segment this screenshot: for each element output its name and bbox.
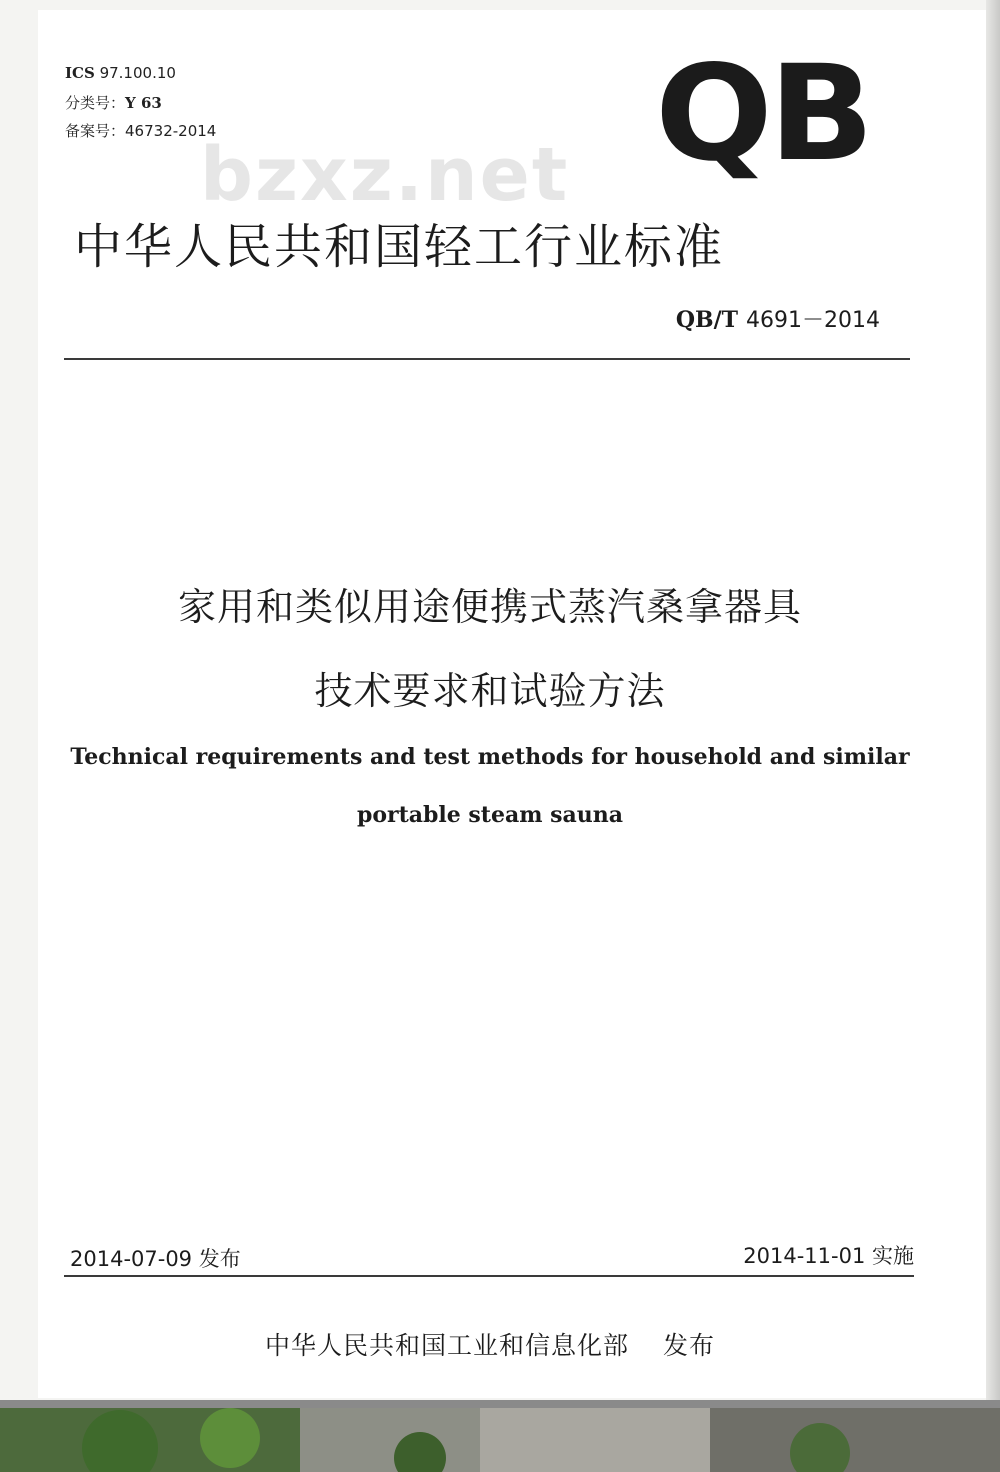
org-title: 中华人民共和国轻工行业标准 <box>74 219 725 275</box>
ics-label: ICS <box>65 64 95 82</box>
publisher-verb: 发布 <box>663 1331 716 1360</box>
bottom-divider <box>64 1275 914 1277</box>
title-en-line1: Technical requirements and test methods for household and similar <box>70 744 910 770</box>
record-value: 46732-2014 <box>125 122 217 140</box>
ics-code <box>65 64 176 82</box>
standard-number <box>676 303 880 334</box>
classification-label: 分类号： <box>65 94 126 112</box>
title-en-line2: portable steam sauna <box>356 802 624 828</box>
qb-logo: QB <box>655 37 871 191</box>
classification-value: Y 63 <box>125 94 162 112</box>
publisher-name: 中华人民共和国工业和信息化部 <box>264 1331 629 1360</box>
scroll-divider <box>0 1400 1000 1408</box>
ics-value: 97.100.10 <box>99 64 176 82</box>
background-photo-strip <box>0 1400 1000 1472</box>
record-label: 备案号： <box>65 122 126 140</box>
implementation-date: 2014-11-01 实施 <box>743 1244 914 1268</box>
landscape-image <box>0 1408 1000 1472</box>
top-divider <box>64 358 910 360</box>
standard-code: 4691－2014 <box>746 308 880 333</box>
record-number <box>65 120 216 141</box>
classification-number <box>65 92 162 113</box>
title-cn-line2: 技术要求和试验方法 <box>314 669 666 713</box>
page-edge <box>986 0 1000 1400</box>
standard-prefix: QB/T <box>675 307 739 333</box>
watermark: bzxz.net <box>200 132 570 218</box>
issue-date: 2014-07-09 发布 <box>70 1247 241 1271</box>
title-cn-line1: 家用和类似用途便携式蒸汽桑拿器具 <box>177 585 802 629</box>
publisher <box>0 1326 980 1362</box>
